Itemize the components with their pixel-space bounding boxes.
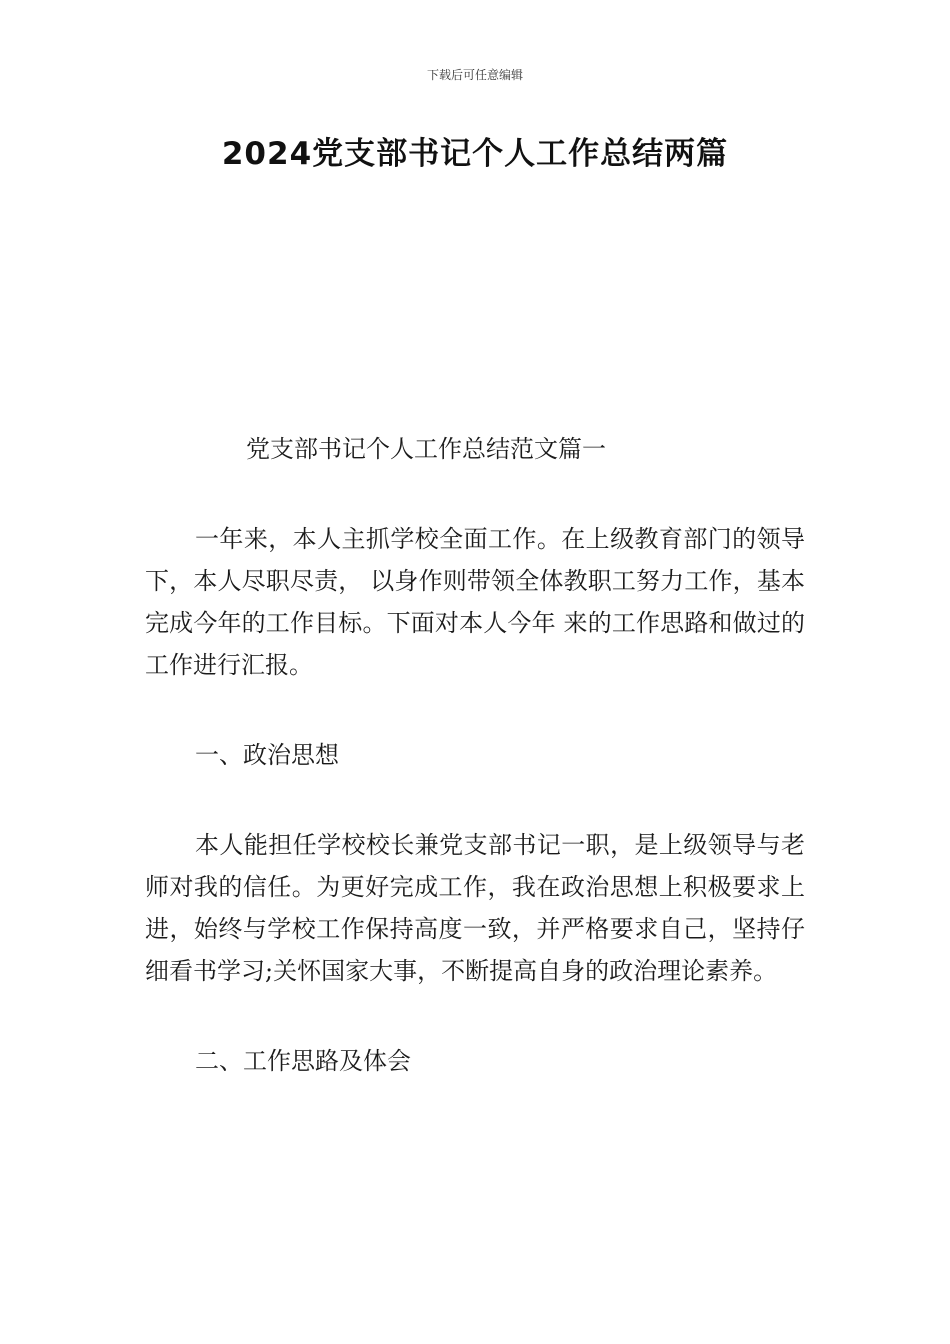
paragraph-political-thought: 本人能担任学校校长兼党支部书记一职，是上级领导与老师对我的信任。为更好完成工作，我在政治思想上积极要求上进，始终与学校工作保持高度一致，并严格要求自己，坚持仔细看书学习;关怀国家大事，不断提高自身的政治理论素养。 bbox=[145, 831, 805, 985]
paragraph-intro: 一年来，本人主抓学校全面工作。在上级教育部门的领导下，本人尽职尽责， 以身作则带领全体教职工努力工作，基本完成今年的工作目标。下面对本人今年 来的工作思路和做过的工作进行汇报。 bbox=[145, 525, 805, 679]
heading-work-ideas: 二、工作思路及体会 bbox=[195, 1047, 411, 1075]
document-title: 2024党支部书记个人工作总结两篇 bbox=[221, 136, 729, 172]
section-subtitle: 党支部书记个人工作总结范文篇一 bbox=[246, 435, 606, 463]
document-body bbox=[145, 428, 805, 1130]
heading-political-thought: 一、政治思想 bbox=[195, 741, 339, 769]
header-note: 下载后可任意编辑 bbox=[426, 68, 523, 82]
